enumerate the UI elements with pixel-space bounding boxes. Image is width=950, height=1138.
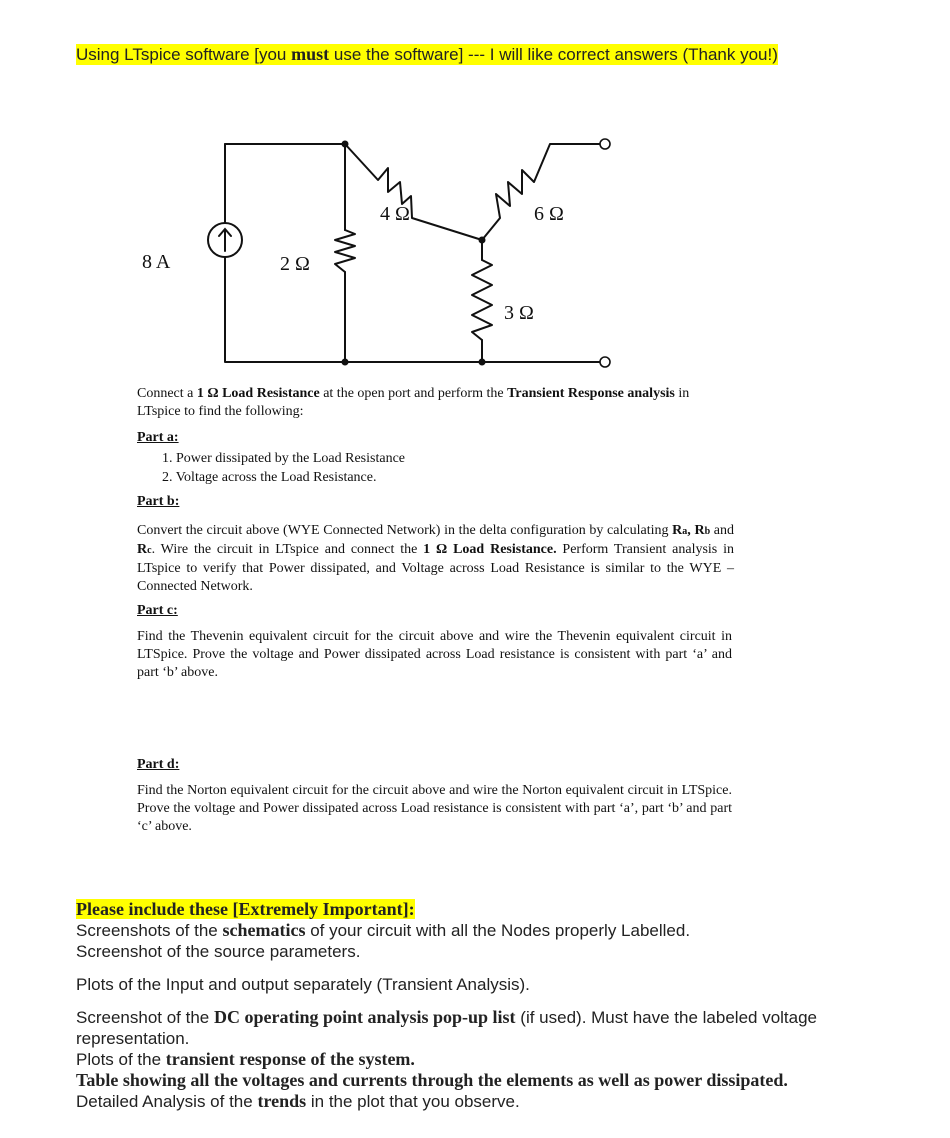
list-item: 1. Power dissipated by the Load Resistance bbox=[162, 451, 406, 466]
requirement-item: Screenshot of the source parameters. bbox=[76, 942, 361, 961]
part-d-heading: Part d: bbox=[137, 757, 180, 772]
part-a-list bbox=[162, 449, 405, 487]
resistor-4ohm bbox=[345, 144, 482, 240]
intro-paragraph: Connect a 1 Ω Load Resistance at the open port and perform the Transient Response analysis in LTspice to find the following: bbox=[137, 386, 690, 419]
requirements-heading: Please include these [Extremely Important]: bbox=[76, 899, 415, 919]
part-c-paragraph: Find the Thevenin equivalent circuit for the circuit above and wire the Thevenin equivalent circuit in LTSpice. Prove the voltage and Power dissipated across Load resistance is consistent with part ‘a’ and part ‘b’ above. bbox=[137, 629, 732, 680]
source-label: 8 A bbox=[142, 251, 171, 273]
r2-label: 2 Ω bbox=[280, 253, 310, 275]
r6-label: 6 Ω bbox=[534, 203, 564, 225]
node-dot bbox=[479, 237, 486, 244]
part-b-heading: Part b: bbox=[137, 494, 180, 509]
resistor-3ohm bbox=[472, 260, 492, 340]
requirement-item: Detailed Analysis of the trends in the plot that you observe. bbox=[76, 1091, 520, 1111]
requirement-item: Plots of the transient response of the system. bbox=[76, 1049, 415, 1069]
requirement-item: Screenshots of the schematics of your circuit with all the Nodes properly Labelled. bbox=[76, 920, 691, 940]
header-instruction: Using LTspice software [you must use the software] --- I will like correct answers (Thank you!) bbox=[76, 44, 778, 64]
r4-label: 4 Ω bbox=[380, 203, 410, 225]
requirements-section bbox=[76, 899, 876, 1112]
open-terminal bbox=[600, 139, 610, 149]
circuit-diagram bbox=[130, 120, 650, 380]
part-d-paragraph: Find the Norton equivalent circuit for the circuit above and wire the Norton equivalent circuit in LTSpice. Prove the voltage and Power dissipated across Load resistance is consistent with part ‘a’, part ‘b’ and part ‘c’ above. bbox=[137, 783, 732, 834]
resistor-6ohm bbox=[482, 144, 600, 240]
resistor-2ohm bbox=[335, 230, 355, 272]
list-item: 2. Voltage across the Load Resistance. bbox=[162, 470, 377, 485]
must-emphasis: must bbox=[291, 44, 330, 64]
part-c-heading: Part c: bbox=[137, 603, 178, 618]
open-terminal bbox=[600, 357, 610, 367]
part-b-paragraph: Convert the circuit above (WYE Connected Network) in the delta configuration by calculating Ra, Rb and Rc. Wire the circuit in LTspice and connect the 1 Ω Load Resistance. Perform Transient analysis in LTspice to verify that Power dissipated, and Voltage across Load Resistance is similar to the WYE – Connected Network. bbox=[137, 523, 735, 594]
requirement-item: Plots of the Input and output separately (Transient Analysis). bbox=[76, 975, 530, 994]
r3-label: 3 Ω bbox=[504, 302, 534, 324]
requirement-item: Table showing all the voltages and currents through the elements as well as power dissipated. bbox=[76, 1070, 788, 1090]
node-dot bbox=[342, 141, 349, 148]
node-dot bbox=[479, 359, 486, 366]
requirement-item: Screenshot of the DC operating point analysis pop-up list (if used). Must have the labeled voltage representation. bbox=[76, 1007, 818, 1048]
part-a-heading: Part a: bbox=[137, 430, 179, 445]
node-dot bbox=[342, 359, 349, 366]
